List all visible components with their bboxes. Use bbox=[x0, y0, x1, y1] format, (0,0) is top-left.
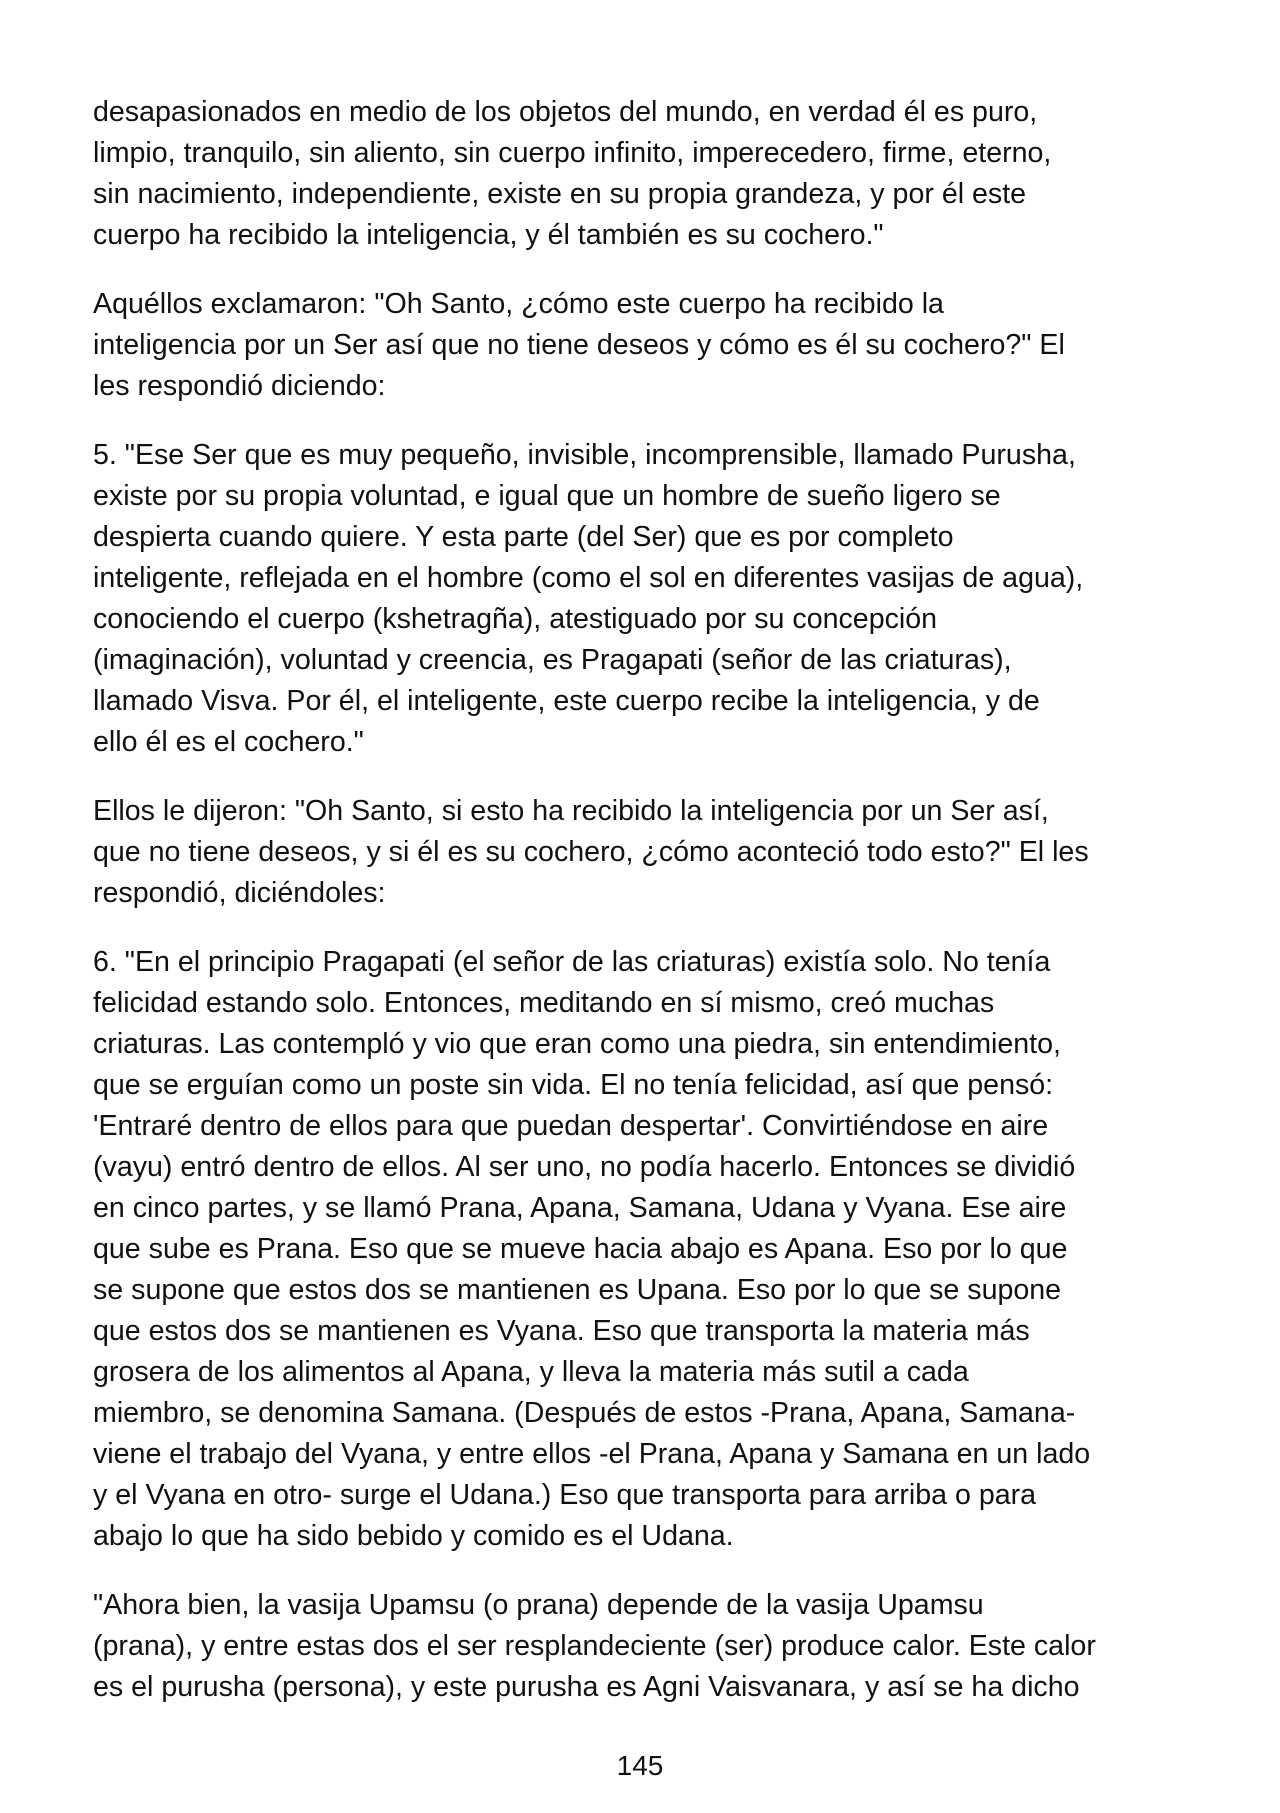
paragraph-2 bbox=[93, 284, 1213, 407]
paragraph-4 bbox=[93, 791, 1213, 914]
text-line: se supone que estos dos se mantienen es Upana. Eso por lo que se supone bbox=[93, 1274, 1062, 1306]
text-line: limpio, tranquilo, sin aliento, sin cuerpo infinito, imperecedero, firme, eterno, bbox=[93, 137, 1052, 169]
text-line: 'Entraré dentro de ellos para que puedan despertar'. Convirtiéndose en aire bbox=[93, 1110, 1049, 1142]
text-line: respondió, diciéndoles: bbox=[93, 877, 386, 909]
text-line: "Ahora bien, la vasija Upamsu (o prana) depende de la vasija Upamsu bbox=[93, 1589, 984, 1621]
text-line: Ellos le dijeron: "Oh Santo, si esto ha recibido la inteligencia por un Ser así, bbox=[93, 795, 1049, 827]
text-line: despierta cuando quiere. Y esta parte (del Ser) que es por completo bbox=[93, 521, 954, 553]
text-line: (prana), y entre estas dos el ser resplandeciente (ser) produce calor. Este calor bbox=[93, 1630, 1096, 1662]
text-line: conociendo el cuerpo (kshetragña), atestiguado por su concepción bbox=[93, 603, 938, 635]
paragraph-1 bbox=[93, 92, 1213, 256]
text-line: en cinco partes, y se llamó Prana, Apana, Samana, Udana y Vyana. Ese aire bbox=[93, 1192, 1067, 1224]
text-line: grosera de los alimentos al Apana, y lleva la materia más sutil a cada bbox=[93, 1356, 969, 1388]
text-line: inteligencia por un Ser así que no tiene deseos y cómo es él su cochero?" El bbox=[93, 329, 1065, 361]
text-line: (imaginación), voluntad y creencia, es Pragapati (señor de las criaturas), bbox=[93, 644, 1012, 676]
text-line: viene el trabajo del Vyana, y entre ellos -el Prana, Apana y Samana en un lado bbox=[93, 1438, 1091, 1470]
text-line: criaturas. Las contempló y vio que eran como una piedra, sin entendimiento, bbox=[93, 1028, 1061, 1060]
text-line: miembro, se denomina Samana. (Después de estos -Prana, Apana, Samana- bbox=[93, 1397, 1076, 1429]
text-line: y el Vyana en otro- surge el Udana.) Eso que transporta para arriba o para bbox=[93, 1479, 1037, 1511]
text-line: que se erguían como un poste sin vida. El no tenía felicidad, así que pensó: bbox=[93, 1069, 1054, 1101]
text-line: es el purusha (persona), y este purusha es Agni Vaisvanara, y así se ha dicho bbox=[93, 1671, 1080, 1703]
text-line: que no tiene deseos, y si él es su cochero, ¿cómo aconteció todo esto?" El les bbox=[93, 836, 1089, 868]
paragraph-5 bbox=[93, 942, 1213, 1557]
text-line: 5. "Ese Ser que es muy pequeño, invisible, incomprensible, llamado Purusha, bbox=[93, 439, 1076, 471]
text-line: felicidad estando solo. Entonces, meditando en sí mismo, creó muchas bbox=[93, 987, 995, 1019]
text-line: que sube es Prana. Eso que se mueve hacia abajo es Apana. Eso por lo que bbox=[93, 1233, 1068, 1265]
page-number: 145 bbox=[616, 1750, 664, 1781]
text-line: llamado Visva. Por él, el inteligente, este cuerpo recibe la inteligencia, y de bbox=[93, 685, 1040, 717]
paragraph-3 bbox=[93, 435, 1213, 763]
text-line: sin nacimiento, independiente, existe en su propia grandeza, y por él este bbox=[93, 178, 1027, 210]
body-text bbox=[93, 92, 1213, 1736]
text-line: les respondió diciendo: bbox=[93, 370, 386, 402]
text-line: ello él es el cochero." bbox=[93, 726, 364, 758]
paragraph-6 bbox=[93, 1585, 1213, 1708]
text-line: Aquéllos exclamaron: "Oh Santo, ¿cómo este cuerpo ha recibido la bbox=[93, 288, 944, 320]
text-line: que estos dos se mantienen es Vyana. Eso que transporta la materia más bbox=[93, 1315, 1030, 1347]
text-line: desapasionados en medio de los objetos del mundo, en verdad él es puro, bbox=[93, 96, 1038, 128]
text-line: inteligente, reflejada en el hombre (como el sol en diferentes vasijas de agua), bbox=[93, 562, 1084, 594]
text-line: 6. "En el principio Pragapati (el señor de las criaturas) existía solo. No tenía bbox=[93, 946, 1051, 978]
text-line: (vayu) entró dentro de ellos. Al ser uno, no podía hacerlo. Entonces se dividió bbox=[93, 1151, 1076, 1183]
text-line: existe por su propia voluntad, e igual que un hombre de sueño ligero se bbox=[93, 480, 1001, 512]
text-line: abajo lo que ha sido bebido y comido es el Udana. bbox=[93, 1520, 734, 1552]
text-line: cuerpo ha recibido la inteligencia, y él también es su cochero." bbox=[93, 219, 884, 251]
